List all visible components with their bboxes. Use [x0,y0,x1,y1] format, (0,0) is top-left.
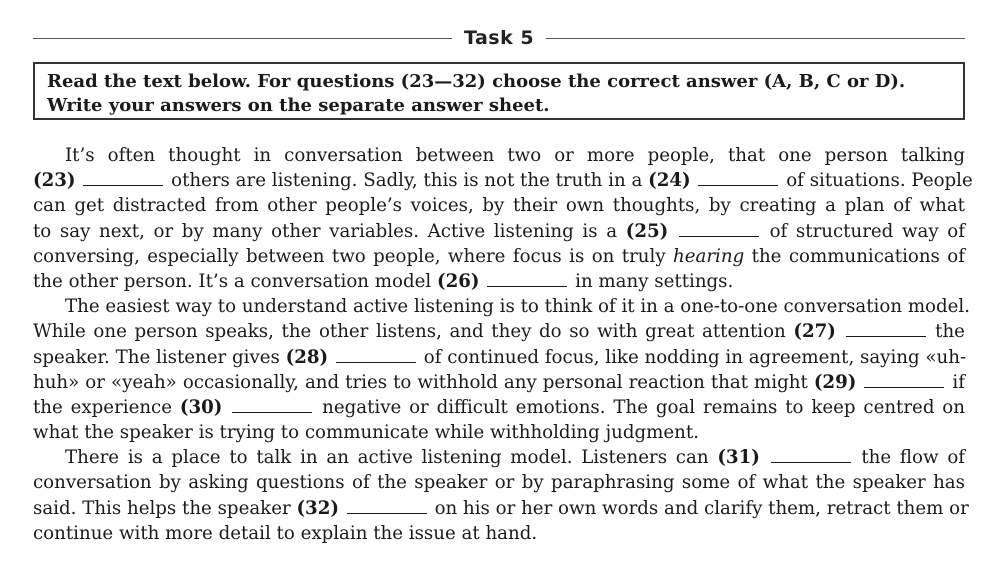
text-line [33,496,969,521]
text-segment: to say next, or by many other variables. Active listening is a [33,220,618,242]
instructions-text: Read the text below. For questions (23—32) choose the correct answer (A, B, C or D). Write your answers on the separate answer sheet. [47,71,906,116]
header-rule-left [33,38,452,39]
question-number-26: (26) [437,270,480,292]
text-segment: can get distracted from other people’s voices, by their own thoughts, by creating a plan of what [33,195,965,217]
emphasis-text: hearing [673,245,745,267]
text-segment: huh» or «yeah» occasionally, and tries to withhold any personal reaction that might [33,371,808,393]
text-line [33,521,965,546]
answer-blank-23[interactable] [83,169,163,186]
answer-blank-28[interactable] [336,346,416,363]
text-segment: of situations. People [786,170,973,192]
answer-blank-31[interactable] [771,446,851,463]
text-line [33,244,965,269]
text-segment: of structured way of [769,220,965,242]
text-segment: conversation by asking questions of the speaker or by paraphrasing some of what the speaker has [33,472,965,494]
question-number-24: (24) [648,170,691,192]
text-segment: While one person speaks, the other listens, and they do so with great attention [33,321,786,343]
header-rule-right [546,38,965,39]
answer-blank-24[interactable] [698,169,778,186]
question-number-23: (23) [33,170,76,192]
text-line [33,420,965,445]
text-line [33,445,965,470]
text-segment: the communications of [751,245,965,267]
text-segment: It’s often thought in conversation between two or more people, that one person talking [65,145,965,166]
text-segment: of continued focus, like nodding in agreement, saying «uh- [423,346,967,368]
text-segment: the other person. It’s a conversation model [33,270,432,292]
text-segment: There is a place to talk in an active listening model. Listeners can [65,447,709,469]
text-segment: the experience [33,396,173,418]
reading-text [33,143,973,546]
text-segment: the [935,321,965,343]
instructions-box [33,62,965,120]
text-line [33,294,971,319]
question-number-27: (27) [793,321,836,343]
text-line [33,370,965,395]
text-segment: speaker. The listener gives [33,346,280,368]
task-title: Task 5 [463,27,535,49]
text-line [33,193,965,218]
answer-blank-32[interactable] [347,497,427,514]
answer-blank-30[interactable] [232,396,312,413]
question-number-31: (31) [717,447,760,469]
text-line [33,319,965,344]
text-line [33,345,965,370]
text-line [33,168,973,193]
question-number-29: (29) [813,371,857,393]
text-segment: in many settings. [575,270,734,292]
answer-blank-26[interactable] [487,270,567,287]
text-segment: said. This helps the speaker [33,497,291,519]
text-segment: what the speaker is trying to communicate while withholding judgment. [33,422,699,444]
answer-blank-27[interactable] [846,320,926,337]
text-segment: others are listening. Sadly, this is not the truth in a [171,170,643,192]
text-line [33,219,965,244]
text-line [33,395,965,420]
answer-blank-25[interactable] [679,220,759,237]
text-segment: The easiest way to understand active listening is to think of it in a one-to-one conversation model. [65,296,971,318]
text-line [33,143,965,168]
task-header [33,26,965,50]
text-segment: negative or difficult emotions. The goal remains to keep centred on [322,396,965,418]
question-number-25: (25) [625,220,669,242]
text-line [33,269,965,294]
question-number-28: (28) [285,346,329,368]
text-segment: on his or her own words and clarify them, retract them or [434,497,969,519]
text-line [33,470,965,495]
answer-blank-29[interactable] [864,371,944,388]
text-segment: conversing, especially between two people, where focus is on truly [33,245,666,267]
text-segment: the flow of [861,447,965,469]
question-number-30: (30) [179,396,223,418]
text-segment: if [952,371,965,393]
text-segment: continue with more detail to explain the issue at hand. [33,522,538,544]
question-number-32: (32) [296,497,339,519]
